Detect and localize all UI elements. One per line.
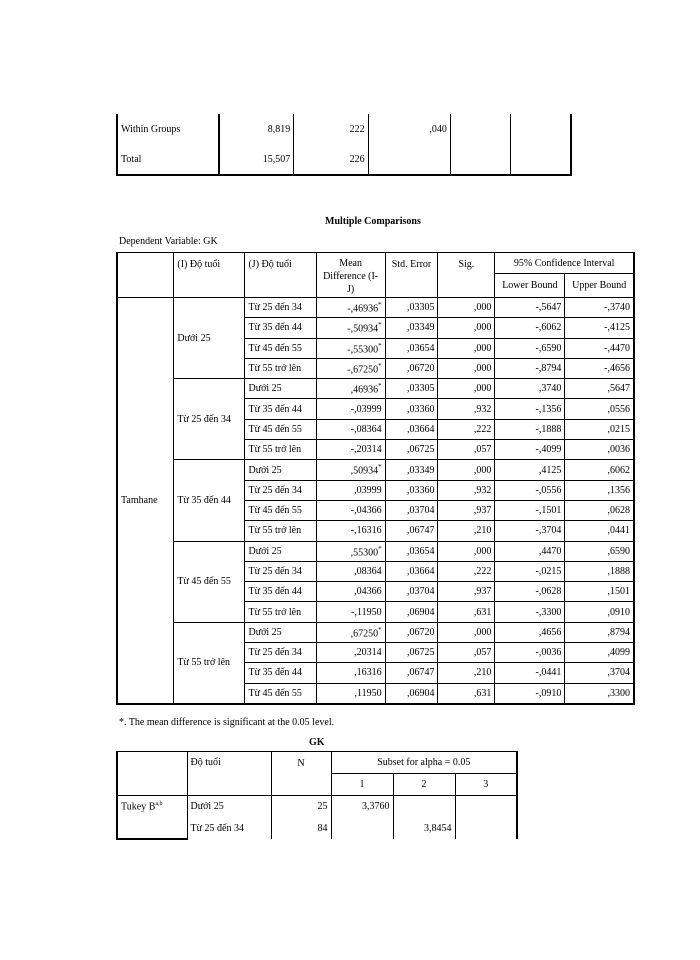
tukey-title: GK (309, 737, 325, 748)
header-confidence-interval: 95% Confidence Interval (495, 253, 634, 274)
tukey-header-subset-3: 3 (455, 774, 517, 796)
j-group-cell: Từ 45 đến 55 (245, 683, 316, 704)
anova-f (450, 144, 510, 175)
anova-source: Total (121, 153, 142, 165)
sig-cell: ,937 (438, 582, 495, 602)
multiple-comparisons-table (116, 252, 635, 705)
sig-cell: ,057 (438, 440, 495, 460)
sig-cell: ,057 (438, 643, 495, 663)
header-sig: Sig. (438, 253, 495, 298)
anova-df: 226 (294, 144, 368, 175)
header-lower-bound: Lower Bound (495, 274, 565, 298)
lower-bound-cell: ,4125 (495, 460, 565, 480)
sig-cell: ,631 (438, 683, 495, 704)
j-group-cell: Từ 35 đến 44 (245, 318, 316, 338)
lower-bound-cell: -,1356 (495, 399, 565, 419)
j-group-cell: Từ 55 trở lên (245, 358, 316, 378)
tukey-header-subset: Subset for alpha = 0.05 (331, 752, 517, 774)
sig-cell: ,000 (438, 358, 495, 378)
sig-cell: ,210 (438, 521, 495, 541)
lower-bound-cell: ,4470 (495, 541, 565, 561)
tukey-method-sup: a,b (155, 800, 163, 807)
header-upper-bound: Upper Bound (565, 274, 634, 298)
j-group-cell: Từ 35 đến 44 (245, 582, 316, 602)
anova-sum-squares: 8,819 (219, 114, 293, 144)
mean-difference-cell: -,16316 (316, 521, 385, 541)
tukey-row-s3 (455, 817, 517, 839)
mean-difference-cell: ,50934* (316, 460, 385, 480)
lower-bound-cell: -,1501 (495, 500, 565, 520)
header-mean-difference: Mean Difference (I-J) (316, 253, 385, 298)
sig-cell: ,932 (438, 480, 495, 500)
anova-source: Within Groups (121, 123, 181, 135)
j-group-cell: Từ 35 đến 44 (245, 399, 316, 419)
anova-sig (511, 144, 571, 175)
sig-cell: ,000 (438, 318, 495, 338)
lower-bound-cell: -,0215 (495, 561, 565, 581)
i-group-cell: Dưới 25 (174, 298, 245, 379)
tukey-row-n: 25 (271, 796, 331, 818)
anova-row (117, 114, 571, 144)
anova-table-fragment (116, 114, 572, 176)
j-group-cell: Từ 25 đến 34 (245, 480, 316, 500)
std-error-cell: ,06720 (385, 622, 438, 642)
upper-bound-cell: -,4656 (565, 358, 634, 378)
lower-bound-cell: ,4656 (495, 622, 565, 642)
i-group-cell: Từ 25 đến 34 (174, 379, 245, 460)
std-error-cell: ,06725 (385, 643, 438, 663)
tukey-row-s3 (455, 796, 517, 818)
lower-bound-cell: -,0036 (495, 643, 565, 663)
method-cell: Tamhane (117, 298, 174, 704)
std-error-cell: ,06747 (385, 663, 438, 683)
std-error-cell: ,06904 (385, 683, 438, 704)
upper-bound-cell: ,0556 (565, 399, 634, 419)
sig-cell: ,222 (438, 419, 495, 439)
mean-difference-cell: ,20314 (316, 643, 385, 663)
sig-cell: ,000 (438, 298, 495, 318)
lower-bound-cell: -,0441 (495, 663, 565, 683)
tukey-row-s1 (331, 817, 393, 839)
mean-difference-cell: ,55300* (316, 541, 385, 561)
tukey-header-n: N (271, 752, 331, 796)
tukey-table (116, 751, 518, 840)
upper-bound-cell: ,1356 (565, 480, 634, 500)
j-group-cell: Từ 35 đến 44 (245, 663, 316, 683)
std-error-cell: ,03654 (385, 541, 438, 561)
sig-cell: ,631 (438, 602, 495, 622)
mean-difference-cell: -,67250* (316, 358, 385, 378)
mean-difference-cell: -,46936* (316, 298, 385, 318)
sig-cell: ,000 (438, 541, 495, 561)
lower-bound-cell: -,0628 (495, 582, 565, 602)
j-group-cell: Từ 55 trở lên (245, 602, 316, 622)
tukey-method-cont (117, 817, 187, 839)
header-j-group: (J) Độ tuổi (245, 253, 316, 298)
tukey-row-group: Từ 25 đến 34 (187, 817, 271, 839)
sig-cell: ,222 (438, 561, 495, 581)
lower-bound-cell: -,5647 (495, 298, 565, 318)
mean-difference-cell: -,04366 (316, 500, 385, 520)
mean-difference-cell: ,04366 (316, 582, 385, 602)
std-error-cell: ,06747 (385, 521, 438, 541)
anova-mean-square (368, 144, 450, 175)
tukey-header-subset-1: 1 (331, 774, 393, 796)
std-error-cell: ,03305 (385, 379, 438, 399)
dependent-variable-label: Dependent Variable: GK (119, 236, 218, 247)
j-group-cell: Dưới 25 (245, 622, 316, 642)
multiple-comparisons-title: Multiple Comparisons (325, 216, 421, 227)
lower-bound-cell: ,3740 (495, 379, 565, 399)
sig-cell: ,932 (438, 399, 495, 419)
lower-bound-cell: -,6590 (495, 338, 565, 358)
j-group-cell: Dưới 25 (245, 541, 316, 561)
tukey-header-group: Độ tuổi (187, 752, 271, 774)
anova-mean-square: ,040 (368, 114, 450, 144)
j-group-cell: Từ 55 trở lên (245, 440, 316, 460)
anova-df: 222 (294, 114, 368, 144)
tukey-method (117, 796, 187, 818)
sig-cell: ,000 (438, 379, 495, 399)
j-group-cell: Từ 25 đến 34 (245, 643, 316, 663)
i-group-cell: Từ 55 trở lên (174, 622, 245, 704)
std-error-cell: ,03360 (385, 399, 438, 419)
sig-cell: ,937 (438, 500, 495, 520)
tukey-corner (117, 752, 187, 774)
mean-difference-cell: -,55300* (316, 338, 385, 358)
i-group-cell: Từ 45 đến 55 (174, 541, 245, 622)
tukey-header-subset-2: 2 (393, 774, 455, 796)
upper-bound-cell: ,3300 (565, 683, 634, 704)
upper-bound-cell: ,1888 (565, 561, 634, 581)
comparison-row (117, 460, 634, 480)
upper-bound-cell: -,4470 (565, 338, 634, 358)
std-error-cell: ,03360 (385, 480, 438, 500)
std-error-cell: ,03704 (385, 500, 438, 520)
j-group-cell: Từ 25 đến 34 (245, 298, 316, 318)
std-error-cell: ,03349 (385, 318, 438, 338)
lower-bound-cell: -,0910 (495, 683, 565, 704)
mean-difference-cell: -,11950 (316, 602, 385, 622)
upper-bound-cell: ,0215 (565, 419, 634, 439)
comparison-row (117, 298, 634, 318)
upper-bound-cell: -,4125 (565, 318, 634, 338)
header-std-error: Std. Error (385, 253, 438, 298)
upper-bound-cell: ,0441 (565, 521, 634, 541)
mean-difference-cell: -,50934* (316, 318, 385, 338)
j-group-cell: Dưới 25 (245, 379, 316, 399)
tukey-row-s1: 3,3760 (362, 801, 390, 812)
mean-difference-cell: ,67250* (316, 622, 385, 642)
header-i-group: (I) Độ tuổi (174, 253, 245, 298)
upper-bound-cell: ,6062 (565, 460, 634, 480)
sig-cell: ,000 (438, 338, 495, 358)
upper-bound-cell: ,3704 (565, 663, 634, 683)
j-group-cell: Từ 55 trở lên (245, 521, 316, 541)
mean-difference-cell: ,03999 (316, 480, 385, 500)
mean-difference-cell: -,03999 (316, 399, 385, 419)
upper-bound-cell: ,0628 (565, 500, 634, 520)
footnote: *. The mean difference is significant at the 0.05 level. (119, 717, 335, 728)
comparison-row (117, 379, 634, 399)
upper-bound-cell: ,0910 (565, 602, 634, 622)
header-corner (117, 253, 174, 274)
std-error-cell: ,03664 (385, 561, 438, 581)
std-error-cell: ,03349 (385, 460, 438, 480)
anova-row (117, 144, 571, 175)
sig-cell: ,000 (438, 460, 495, 480)
j-group-cell: Từ 45 đến 55 (245, 419, 316, 439)
anova-f (450, 114, 510, 144)
mean-difference-cell: -,08364 (316, 419, 385, 439)
lower-bound-cell: -,4099 (495, 440, 565, 460)
upper-bound-cell: ,4099 (565, 643, 634, 663)
upper-bound-cell: -,3740 (565, 298, 634, 318)
lower-bound-cell: -,3704 (495, 521, 565, 541)
std-error-cell: ,06720 (385, 358, 438, 378)
mean-difference-cell: ,08364 (316, 561, 385, 581)
tukey-row-group: Dưới 25 (190, 801, 224, 812)
j-group-cell: Từ 45 đến 55 (245, 500, 316, 520)
std-error-cell: ,03305 (385, 298, 438, 318)
mean-difference-cell: ,11950 (316, 683, 385, 704)
lower-bound-cell: -,8794 (495, 358, 565, 378)
tukey-method-label: Tukey B (121, 801, 156, 813)
tukey-header-group-lower (187, 774, 271, 796)
anova-sum-squares: 15,507 (219, 144, 293, 175)
std-error-cell: ,06725 (385, 440, 438, 460)
tukey-row-n: 84 (271, 817, 331, 839)
std-error-cell: ,03704 (385, 582, 438, 602)
sig-cell: ,210 (438, 663, 495, 683)
j-group-cell: Dưới 25 (245, 460, 316, 480)
upper-bound-cell: ,6590 (565, 541, 634, 561)
header-corner-lower (117, 274, 174, 298)
anova-sig (511, 114, 571, 144)
std-error-cell: ,06904 (385, 602, 438, 622)
lower-bound-cell: -,0556 (495, 480, 565, 500)
tukey-row-s2 (393, 796, 455, 818)
std-error-cell: ,03664 (385, 419, 438, 439)
j-group-cell: Từ 25 đến 34 (245, 561, 316, 581)
comparison-row (117, 541, 634, 561)
i-group-cell: Từ 35 đến 44 (174, 460, 245, 541)
upper-bound-cell: ,1501 (565, 582, 634, 602)
std-error-cell: ,03654 (385, 338, 438, 358)
tukey-corner-lower (117, 774, 187, 796)
upper-bound-cell: ,5647 (565, 379, 634, 399)
mean-difference-cell: ,46936* (316, 379, 385, 399)
mean-difference-cell: -,20314 (316, 440, 385, 460)
sig-cell: ,000 (438, 622, 495, 642)
upper-bound-cell: ,0036 (565, 440, 634, 460)
lower-bound-cell: -,3300 (495, 602, 565, 622)
j-group-cell: Từ 45 đến 55 (245, 338, 316, 358)
mean-difference-cell: ,16316 (316, 663, 385, 683)
comparison-row (117, 622, 634, 642)
lower-bound-cell: -,1888 (495, 419, 565, 439)
upper-bound-cell: ,8794 (565, 622, 634, 642)
lower-bound-cell: -,6062 (495, 318, 565, 338)
tukey-row-s2: 3,8454 (393, 817, 455, 839)
